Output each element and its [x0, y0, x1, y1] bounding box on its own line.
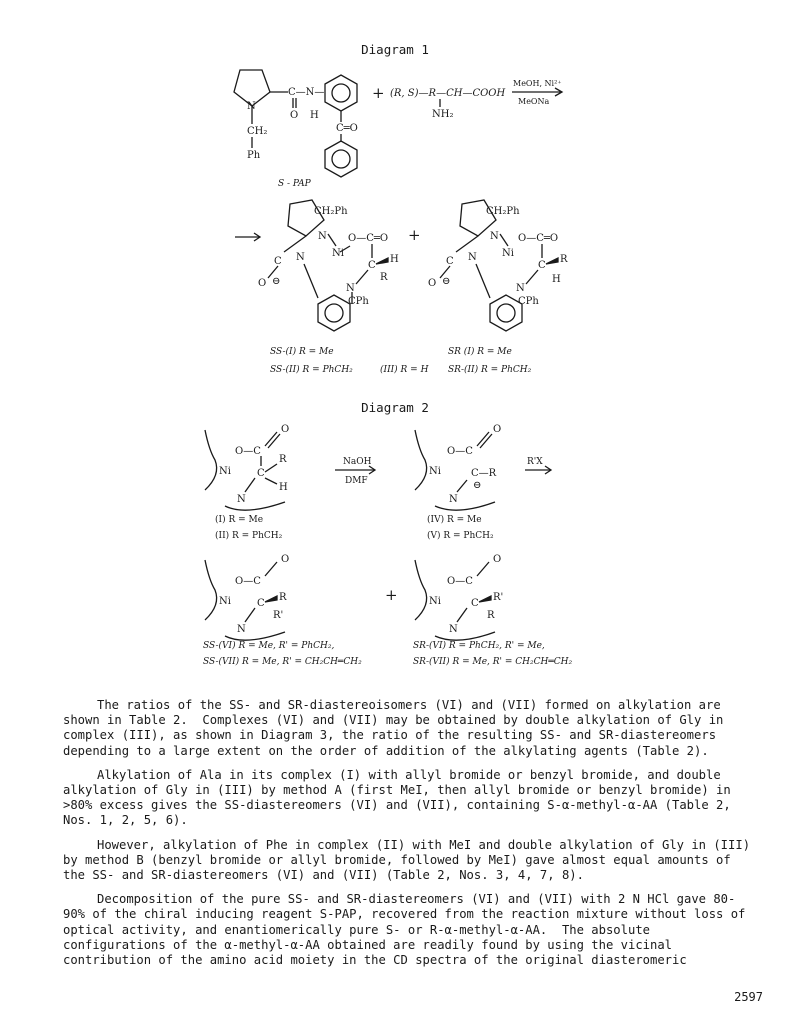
svg-text:N: N	[237, 494, 246, 505]
amino-acid-nh2: NH₂	[432, 109, 454, 120]
caption-ss-vii: SS-(VII) R = Me, R' = CH₂CH═CH₂	[203, 657, 362, 667]
svg-text:C: C	[446, 256, 454, 267]
svg-text:O—C═O: O—C═O	[348, 233, 389, 244]
svg-text:R: R	[279, 592, 287, 603]
caption-sr-vi: SR-(VI) R = PhCH₂, R' = Me,	[413, 641, 545, 651]
svg-text:R: R	[380, 272, 388, 283]
svg-text:N: N	[516, 283, 525, 294]
svg-text:Ni: Ni	[219, 466, 231, 477]
svg-text:O: O	[493, 424, 502, 435]
svg-text:N: N	[468, 252, 477, 263]
diagram2-scheme	[195, 420, 605, 670]
svg-text:CPh: CPh	[348, 296, 369, 307]
svg-text:R': R'	[273, 610, 284, 621]
arrow-dmf: DMF	[345, 476, 368, 486]
svg-text:O—C: O—C	[447, 576, 473, 587]
svg-text:Ni: Ni	[429, 596, 441, 607]
svg-text:⊖: ⊖	[473, 480, 482, 491]
svg-text:O—C: O—C	[447, 446, 473, 457]
diagram2-title: Diagram 2	[361, 400, 429, 415]
svg-text:C: C	[257, 598, 265, 609]
arrow-rx: R'X	[527, 457, 543, 467]
svg-text:N: N	[296, 252, 305, 263]
caption-b1: (IV) R = Me	[427, 515, 482, 525]
caption-ss-vi: SS-(VI) R = Me, R' = PhCH₂,	[203, 641, 335, 651]
caption-ss-ii: SS-(II) R = PhCH₂	[270, 365, 353, 375]
diagram1-title: Diagram 1	[361, 42, 429, 57]
svg-text:C—R: C—R	[471, 468, 497, 479]
svg-text:H: H	[279, 482, 288, 493]
diagram1-reagents	[200, 62, 600, 192]
svg-text:Ni: Ni	[429, 466, 441, 477]
diagram2-plus: +	[385, 586, 398, 604]
paragraph-2: Alkylation of Ala in its complex (I) with allyl bromide or benzyl bromide, and double alkylation of Gly in (III) by method A (first MeI, then allyl bromide or benzyl bromide) in >80% excess gives the SS-diastereomers (VI) and (VII), containing S-α-methyl-α-AA (Table 2, Nos. 1, 2, 5, 6).	[63, 767, 739, 828]
caption-ss-i: SS-(I) R = Me	[270, 347, 334, 357]
diagram1-plus: +	[372, 84, 385, 102]
svg-text:N: N	[490, 231, 499, 242]
svg-text:O: O	[428, 278, 437, 289]
svg-text:CH₂: CH₂	[247, 126, 268, 137]
svg-text:O: O	[281, 424, 290, 435]
svg-text:O: O	[281, 554, 290, 565]
svg-text:C: C	[274, 256, 282, 267]
svg-text:R: R	[279, 454, 287, 465]
caption-sr-ii: SR-(II) R = PhCH₂	[448, 365, 532, 375]
svg-text:C: C	[538, 260, 546, 271]
amino-acid-formula: (R, S)—R—CH—COOH	[390, 88, 506, 99]
svg-text:H: H	[552, 274, 561, 285]
svg-text:R: R	[560, 254, 568, 265]
svg-text:O—C: O—C	[235, 446, 261, 457]
diagram1-arrow-bottom: MeONa	[518, 97, 550, 106]
svg-text:O—C═O: O—C═O	[518, 233, 559, 244]
caption-a2: (II) R = PhCH₂	[215, 531, 283, 541]
caption-iii: (III) R = H	[380, 365, 429, 375]
svg-text:N: N	[449, 494, 458, 505]
svg-text:N: N	[346, 283, 355, 294]
svg-text:Ni: Ni	[332, 248, 344, 259]
paragraph-3: However, alkylation of Phe in complex (II) with MeI and double alkylation of Gly in (III) by method B (benzyl bromide or allyl bromide, followed by MeI) gave almost equal amounts of the SS- and SR-diastereomers (VI) and (VII) (Table 2, Nos. 3, 4, 7, 8).	[63, 837, 758, 883]
svg-text:N: N	[318, 231, 327, 242]
page-number: 2597	[734, 990, 763, 1004]
svg-text:+: +	[408, 226, 421, 244]
svg-text:N: N	[237, 624, 246, 635]
svg-text:O: O	[258, 278, 267, 289]
diagram1-complexes	[200, 192, 600, 382]
svg-text:R': R'	[493, 592, 504, 603]
svg-text:CH₂Ph: CH₂Ph	[314, 206, 348, 217]
body-text	[63, 698, 758, 977]
caption-b2: (V) R = PhCH₂	[427, 531, 494, 541]
caption-sr-vii: SR-(VII) R = Me, R' = CH₂CH═CH₂	[413, 657, 573, 667]
svg-text:N: N	[247, 101, 256, 112]
arrow-naoh: NaOH	[343, 457, 372, 467]
svg-text:O: O	[290, 110, 299, 121]
svg-text:H: H	[310, 110, 319, 121]
svg-text:O: O	[493, 554, 502, 565]
svg-text:C═O: C═O	[336, 123, 358, 134]
svg-text:⊖: ⊖	[272, 276, 281, 287]
svg-text:C: C	[471, 598, 479, 609]
svg-text:C: C	[368, 260, 376, 271]
svg-text:C—N—: C—N—	[288, 87, 325, 98]
svg-text:H: H	[390, 254, 399, 265]
svg-text:Ni: Ni	[502, 248, 514, 259]
caption-a1: (I) R = Me	[215, 515, 264, 525]
svg-text:CPh: CPh	[518, 296, 539, 307]
svg-text:CH₂Ph: CH₂Ph	[486, 206, 520, 217]
svg-text:Ph: Ph	[247, 150, 261, 161]
svg-text:R: R	[487, 610, 495, 621]
paragraph-1: The ratios of the SS- and SR-diastereoisomers (VI) and (VII) formed on alkylation are shown in Table 2. Complexes (VI) and (VII) may be obtained by double alkylation of Gly in complex (III), as shown in Diagram 3, the ratio of the resulting SS- and SR-diastereomers depending to a large extent on the order of addition of the alkylating agents (Table 2).	[63, 698, 731, 758]
svg-text:⊖: ⊖	[442, 276, 451, 287]
caption-sr-i: SR (I) R = Me	[448, 347, 512, 357]
diagram1-arrow-top: MeOH, Ni²⁺	[513, 79, 562, 88]
paragraph-4: Decomposition of the pure SS- and SR-diastereomers (VI) and (VII) with 2 N HCl gave 80-90% of the chiral inducing reagent S-PAP, recovered from the reaction mixture without loss of optical activity, and enantiomerically pure S- or R-α-methyl-α-AA. The absolute configurations of the α-methyl-α-AA obtained are readily found by using the vicinal contribution of the amino acid moiety in the CD spectra of the original diasteromeric	[63, 892, 753, 968]
s-pap-label: S - PAP	[278, 179, 311, 189]
svg-text:N: N	[449, 624, 458, 635]
svg-text:C: C	[257, 468, 265, 479]
svg-text:O—C: O—C	[235, 576, 261, 587]
svg-text:Ni: Ni	[219, 596, 231, 607]
